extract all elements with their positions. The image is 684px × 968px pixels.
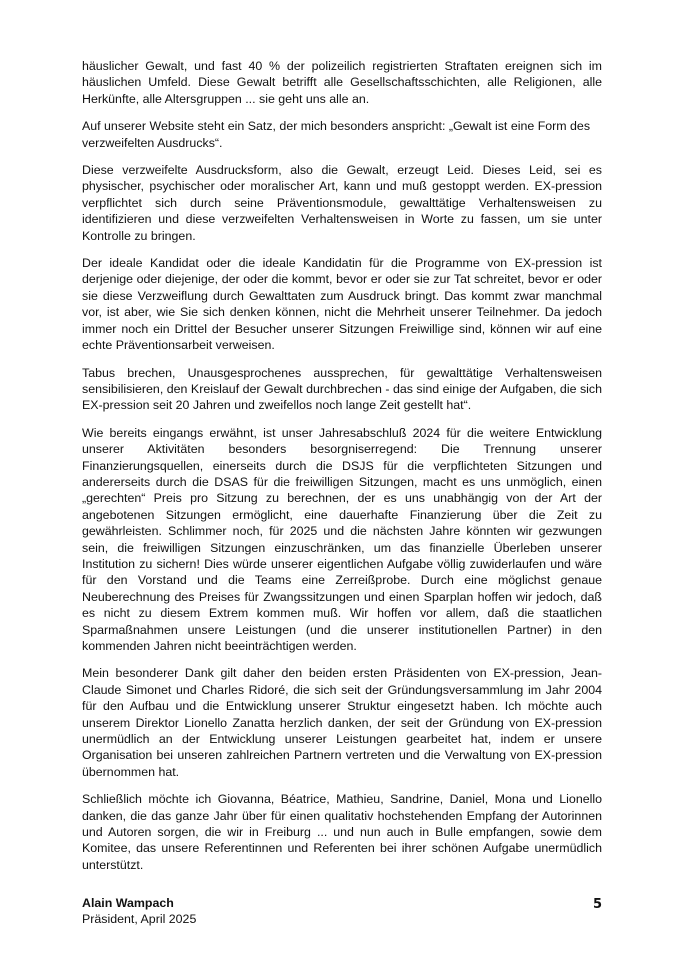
paragraph-financial-situation: Wie bereits eingangs erwähnt, ist unser Jahresabschluß 2024 für die weitere Entwicklung unserer Aktivitäten besonders besorgniserregend: Die Trennung unserer Finanzierungsquellen, einerseits durch die DSJS für die verpflichteten Sitzungen und andererseits durch die DSAS für die freiwilligen Sitzungen, macht es uns unmöglich, einen „gerechten“ Preis pro Sitzung zu berechnen, der es uns unabhängig von der Art der angebotenen Sitzungen ermöglicht, eine dauerhafte Finanzierung über die Zeit zu gewährleisten. Schlimmer noch, für 2025 und die nächsten Jahre könnten wir gezwungen sein, die freiwilligen Sitzungen einzuschränken, um das finanzielle Überleben unserer Institution zu sichern! Dies würde unserer eigentlichen Aufgabe völlig zuwiderlaufen und wäre für den Vorstand und die Teams eine Zerreißprobe. Durch eine möglichst genaue Neuberechnung des Preises für Zwangssitzungen und einen Sparplan hoffen wir jedoch, daß es nicht zu diesem Extrem kommen muß. Wir hoffen vor allem, daß die staatlichen Sparmaßnahmen unsere Leistungen (und die unserer institutionellen Partner) in den kommenden Jahren nicht beeinträchtigen werden. <box>82 425 602 653</box>
paragraph-ideal-candidate: Der ideale Kandidat oder die ideale Kandidatin für die Programme von EX-pression ist derjenige oder diejenige, der oder die kommt, bevor er oder sie zur Tat schreitet, bevor er oder sie diese Verzweiflung durch Gewalttaten zum Ausdruck bringt. Das kommt zwar manchmal vor, ist aber, wie Sie sich denken können, nicht die Mehrheit unserer Teilnehmer. Da jedoch immer noch ein Drittel der Besucher unserer Sitzungen Freiwillige sind, können wir auf eine echte Präventionsarbeit verweisen. <box>82 256 602 353</box>
paragraph-breaking-taboos: Tabus brechen, Unausgesprochenes aussprechen, für gewalttätige Verhaltensweisen sensibilisieren, den Kreislauf der Gewalt durchbrechen - das sind einige der Aufgaben, die sich EX-pression seit 20 Jahren und zweifellos noch lange Zeit gestellt hat“. <box>82 365 602 413</box>
paragraph-thanks-team: Schließlich möchte ich Giovanna, Béatrice, Mathieu, Sandrine, Daniel, Mona und Lionello danken, die das ganze Jahr über für einen qualitativ hochstehenden Empfang der Autorinnen und Autoren sorgen, die wir in Freiburg ... und nun auch in Bulle empfangen, sowie dem Komitee, das unsere Referentinnen und Referenten bei ihrer schönen Aufgabe unermüdlich unterstützt. <box>82 792 602 872</box>
page-number: 5 <box>592 897 602 912</box>
document-page <box>82 58 602 927</box>
signature-block <box>82 895 602 927</box>
paragraph-thanks-presidents: Mein besonderer Dank gilt daher den beiden ersten Präsidenten von EX-pression, Jean-Claude Simonet und Charles Ridoré, die sich seit der Gründungsversammlung im Jahr 2004 für den Aufbau und die Entwicklung unserer Struktur eingesetzt haben. Ich möchte auch unserem Direktor Lionello Zanatta herzlich danken, der seit der Gründung von EX-pression unermüdlich an der Entwicklung unserer Leistungen gearbeitet hat, indem er unsere Organisation bei unseren zahlreichen Partnern vertreten und die Verwaltung von EX-pression übernommen hat. <box>82 666 602 779</box>
signature-role: Präsident, April 2025 <box>82 912 197 927</box>
signature-name: Alain Wampach <box>82 896 174 911</box>
paragraph-website-quote: Auf unserer Website steht ein Satz, der mich besonders anspricht: „Gewalt ist eine Form des verzweifelten Ausdrucks“. <box>82 119 591 150</box>
paragraph-domestic-violence: häuslicher Gewalt, und fast 40 % der polizeilich registrierten Straftaten ereignen sich im häuslichen Umfeld. Diese Gewalt betrifft alle Gesellschaftsschichten, alle Religionen, alle Herkünfte, alle Altersgruppen ... sie geht uns alle an. <box>82 59 602 106</box>
paragraph-expression-of-despair: Diese verzweifelte Ausdrucksform, also die Gewalt, erzeugt Leid. Dieses Leid, sei es physischer, psychischer oder moralischer Art, kann und muß gestoppt werden. EX-pression verpflichtet sich durch seine Präventionsmodule, gewalttätige Verhaltensweisen zu identifizieren und diese verzweifelten Verhaltensweisen in Worte zu fassen, um sie unter Kontrolle zu bringen. <box>82 163 602 243</box>
